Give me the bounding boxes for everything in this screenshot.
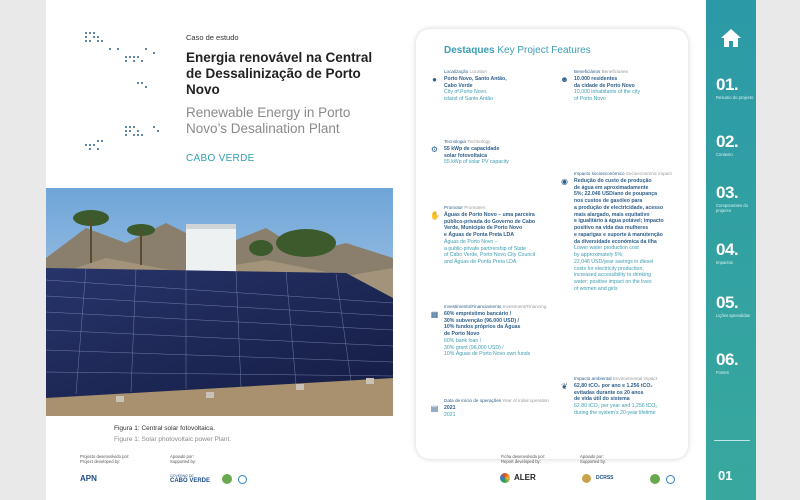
footer-supported-by: Apoiado por: Supported by: xyxy=(170,454,197,465)
nav-item-components[interactable]: 03. Componentes do projecto xyxy=(716,183,748,214)
calendar-icon: ▤ xyxy=(430,404,439,413)
nav-item-context[interactable]: 02. Contexto xyxy=(716,132,739,157)
key-features-title: Destaques Key Project Features xyxy=(444,45,591,56)
partner-logo-icon xyxy=(222,474,232,484)
feature-technology: ⚙ Tecnologia Technology 55 kWp de capacidade solar fotovoltaica 55 kWp of solar PV capacity xyxy=(430,139,509,166)
country-label: CABO VERDE xyxy=(186,153,255,164)
footer-developed-by: Projecto desenvolvido por: Project developed by: xyxy=(80,454,130,465)
solar-plant-photo xyxy=(46,188,393,416)
leaf-icon: ❦ xyxy=(561,382,568,391)
key-features-card xyxy=(416,29,688,459)
feature-location: ● Localização Location Porto Novo, Santo Antão, Cabo Verde City of Porto Novo, island of Santo Antão xyxy=(444,69,554,103)
page-title: Energia renovável na Central de Dessalinização de Porto Novo xyxy=(186,50,373,98)
feature-start-year: ▤ Data de início de operações Year of initial operation 2021 2021 xyxy=(430,398,549,418)
case-study-page xyxy=(46,0,706,500)
nav-item-impacts[interactable]: 04. Impactos xyxy=(716,240,739,265)
coins-icon: ◉ xyxy=(561,177,568,186)
sidebar-divider xyxy=(714,440,750,441)
location-pin-icon: ● xyxy=(432,75,437,84)
dcrss-logo: DCRSS xyxy=(596,475,614,481)
figure-caption-english: Figure 1: Solar photovoltaic power Plant. xyxy=(114,436,232,443)
government-cabo-verde-logo: GOVERNO DE CABO VERDE xyxy=(170,474,211,484)
feature-environmental-impact: ❦ Impacto ambiental Environmental impact 62,80 tCO₂ por ano e 1.256 tCO₂ evitadas durante os 20 anos de vida útil do sistema 62.80 tCO₂ per year and 1,256 tCO₂ during the system’s 20-year lifetime xyxy=(561,376,658,416)
money-icon: ▦ xyxy=(430,310,439,319)
footer-supported-by-2: Apoiado por: Supported by: xyxy=(580,454,607,465)
people-icon: ☻ xyxy=(560,75,569,84)
decorative-dot-pattern xyxy=(82,28,162,158)
partner-emblem-icon xyxy=(582,474,591,483)
apn-logo: APN xyxy=(80,474,97,483)
page-title-english: Renewable Energy in Porto Novo’s Desalination Plant xyxy=(186,105,351,137)
home-icon[interactable] xyxy=(720,28,742,48)
footer-report-developed-by: Ficha desenvolvida por: Report developed by: xyxy=(501,454,546,465)
nav-item-summary[interactable]: 01. Resumo do projecto xyxy=(716,75,754,100)
aler-logo: ALER xyxy=(514,473,536,482)
un-logo-icon-2 xyxy=(666,475,675,484)
aler-logo-icon xyxy=(500,473,510,483)
feature-investment: ▦ Investimento/Financiamento Investment/Financing 60% empréstimo bancário / 30% subvenção (96.000 USD) / 10% fundos próprios da Águas de Porto Novo 60% bank loan / 30% grant (96,000 USD) / 10% Águas de Porto Novo own funds xyxy=(430,304,547,358)
figure-caption: Figura 1: Central solar fotovoltaica. xyxy=(114,425,215,432)
nav-item-lessons[interactable]: 05. Lições aprendidas xyxy=(716,293,750,318)
case-study-kicker: Caso de estudo xyxy=(186,33,239,42)
feature-socioeconomic-impact: ◉ Impacto socioeconómico Socioeconomic impact Redução do custo de produção de água em aproximadamente 5%; 22.046 USD/ano de poupança nos custos de gasóleo para a produção de electricidade, acesso mais alargado, mais equitativo e igualitário à água potável; impacto positivo na vida das mulheres e raparigas e suporte à manutenção da diversidade económica da ilha Lower water production cost by approximately 5%; 22,046 USD/year savings in diesel costs for electricity production, increased accessibility to drinking water; positive impact on the lives of women and girls xyxy=(561,171,672,292)
partner-logo-icon-2 xyxy=(650,474,660,484)
un-logo-icon xyxy=(238,475,247,484)
handshake-icon: ✋ xyxy=(430,211,440,220)
feature-beneficiaries: ☻ Beneficiários Beneficiaries 10.000 residentes da cidade de Porto Novo 10,000 inhabitants of the city of Porto Novo xyxy=(560,69,641,103)
nav-item-sources[interactable]: 06. Fontes xyxy=(716,350,739,375)
gear-icon: ⚙ xyxy=(430,145,439,154)
feature-promoters: ✋ Promotor Promoters Águas de Porto Novo – uma parceira público-privada do Governo de Cabo Verde, Município de Porto Novo e Águas de Ponta Preta LDA Águas de Porto Novo – a public-private partnership of State of Cabo Verde, Porto Novo City Council and Águas de Ponta Preta LDA xyxy=(430,205,536,266)
page-number: 01 xyxy=(718,468,733,483)
chapter-sidebar xyxy=(706,0,756,500)
